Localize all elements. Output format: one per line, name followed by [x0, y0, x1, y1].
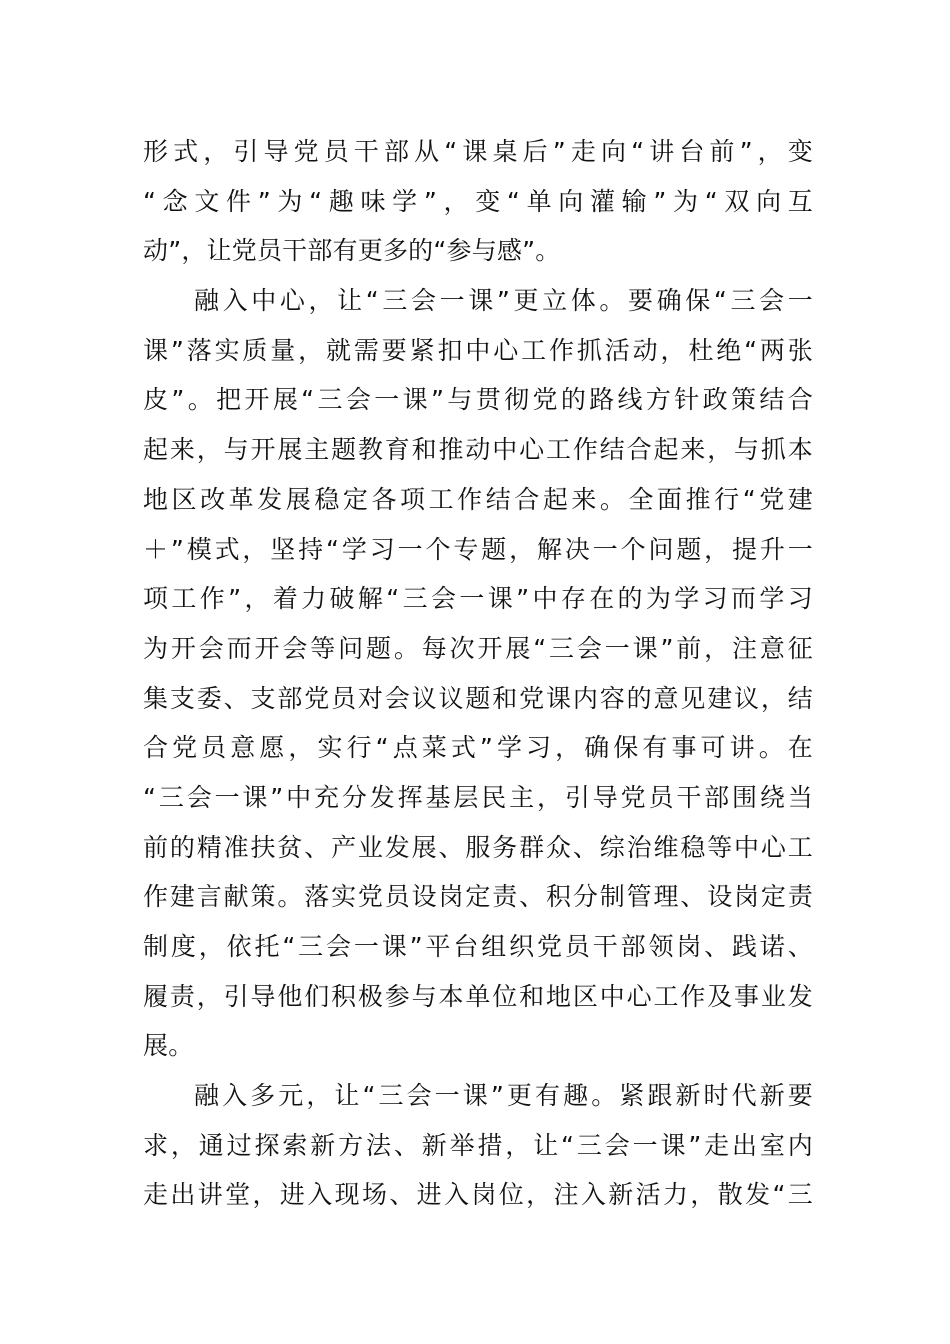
text-line: 形式，引导党员干部从“课桌后”走向“讲台前”，变 [143, 137, 813, 166]
text-line: 动”，让党员干部有更多的“参与感”。 [143, 236, 561, 266]
text-line: 制度，依托“三会一课”平台组织党员干部领岗、践诺、 [143, 932, 813, 961]
text-line: 为开会而开会等问题。每次开展“三会一课”前，注意征 [143, 633, 813, 663]
text-line: 课”落实质量，就需要紧扣中心工作抓活动，杜绝“两张 [143, 335, 813, 365]
text-line: 履责，引导他们积极参与本单位和地区中心工作及事业发 [143, 981, 813, 1011]
text-line: 地区改革发展稳定各项工作结合起来。全面推行“党建 [143, 484, 813, 514]
text-line: ＋”模式，坚持“学习一个专题，解决一个问题，提升一 [143, 534, 813, 564]
text-line: 合党员意愿，实行“点菜式”学习，确保有事可讲。在 [143, 733, 813, 763]
paragraph-start-line: 融入中心，让“三会一课”更立体。要确保“三会一 [194, 286, 813, 316]
text-line: 走出讲堂，进入现场、进入岗位，注入新活力，散发“三 [143, 1180, 813, 1210]
body-text [143, 127, 813, 1220]
text-line: 求，通过探索新方法、新举措，让“三会一课”走出室内 [143, 1130, 813, 1160]
text-line: 起来，与开展主题教育和推动中心工作结合起来，与抓本 [143, 435, 813, 465]
text-line: 前的精准扶贫、产业发展、服务群众、综治维稳等中心工 [143, 832, 813, 862]
text-line: 皮”。把开展“三会一课”与贯彻党的路线方针政策结合 [143, 385, 813, 415]
text-line: “三会一课”中充分发挥基层民主，引导党员干部围绕当 [143, 782, 813, 812]
text-line: 展。 [143, 1031, 194, 1061]
text-line: 项工作”，着力破解“三会一课”中存在的为学习而学习 [143, 584, 813, 614]
text-line: 集支委、支部党员对会议议题和党课内容的意见建议，结 [143, 683, 813, 713]
paragraph-start-line: 融入多元，让“三会一课”更有趣。紧跟新时代新要 [194, 1081, 813, 1111]
text-line: 作建言献策。落实党员设岗定责、积分制管理、设岗定责 [143, 882, 813, 912]
text-line: “念文件”为“趣味学”，变“单向灌输”为“双向互 [143, 186, 813, 216]
